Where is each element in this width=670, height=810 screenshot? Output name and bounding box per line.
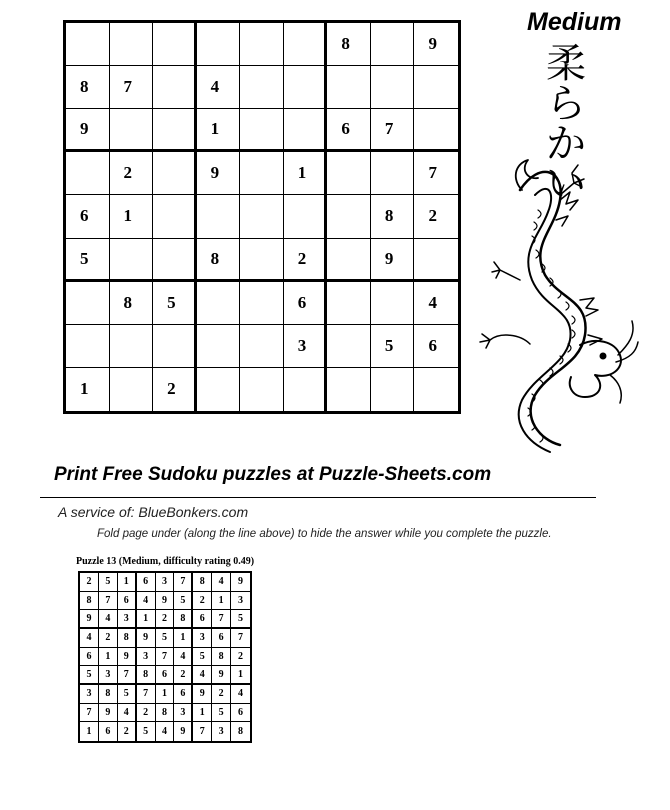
answer-title: Puzzle 13 (Medium, difficulty rating 0.49) [76, 556, 255, 567]
sudoku-cell [240, 152, 284, 195]
answer-cell: 1 [156, 685, 175, 704]
answer-cell: 1 [118, 573, 137, 592]
sudoku-cell: 8 [197, 239, 241, 282]
sudoku-cell: 7 [110, 66, 154, 109]
sudoku-cell: 4 [414, 282, 458, 325]
sudoku-cell: 6 [66, 195, 110, 238]
sudoku-cell [414, 239, 458, 282]
answer-cell: 8 [212, 648, 231, 667]
sudoku-cell [153, 109, 197, 152]
sudoku-cell [110, 239, 154, 282]
answer-cell: 8 [238, 726, 244, 738]
sudoku-cell [327, 239, 371, 282]
sudoku-cell [66, 325, 110, 368]
answer-cell: 4 [99, 610, 118, 629]
fold-instruction: Fold page under (along the line above) to hide the answer while you complete the puzzle. [97, 528, 552, 540]
answer-cell: 5 [99, 573, 118, 592]
sudoku-cell [197, 23, 241, 66]
sudoku-cell [66, 282, 110, 325]
answer-cell: 2 [156, 610, 175, 629]
sudoku-cell [153, 66, 197, 109]
answer-cell: 3 [174, 704, 193, 723]
sudoku-cell [240, 368, 284, 411]
sudoku-cell [110, 23, 154, 66]
answer-cell: 8 [118, 629, 137, 648]
answer-cell: 2 [193, 592, 212, 611]
sudoku-cell [240, 23, 284, 66]
answer-cell: 1 [212, 592, 231, 611]
answer-cell: 3 [156, 573, 175, 592]
sudoku-cell [110, 109, 154, 152]
answer-cell: 2 [212, 685, 231, 704]
sudoku-cell [240, 325, 284, 368]
answer-cell: 7 [99, 592, 118, 611]
answer-cell: 5 [212, 704, 231, 723]
answer-cell: 9 [212, 666, 231, 685]
answer-cell: 6 [118, 592, 137, 611]
sudoku-cell: 1 [197, 109, 241, 152]
sudoku-cell: 6 [327, 109, 371, 152]
answer-cell: 4 [212, 573, 231, 592]
sudoku-cell: 6 [284, 282, 328, 325]
sudoku-cell [153, 325, 197, 368]
answer-cell: 5 [118, 685, 137, 704]
answer-cell: 9 [80, 610, 99, 629]
sudoku-cell [327, 195, 371, 238]
fold-line [40, 497, 596, 498]
answer-cell: 2 [231, 648, 250, 667]
sudoku-cell [414, 109, 458, 152]
answer-cell: 2 [118, 722, 137, 741]
sudoku-cell [240, 239, 284, 282]
sudoku-cell [414, 368, 458, 411]
answer-cell: 1 [174, 629, 193, 648]
answer-cell: 3 [231, 592, 250, 611]
sudoku-cell: 1 [284, 152, 328, 195]
sudoku-cell [153, 23, 197, 66]
sudoku-cell: 1 [110, 195, 154, 238]
sudoku-cell [153, 152, 197, 195]
answer-cell: 4 [118, 704, 137, 723]
sudoku-cell [284, 109, 328, 152]
answer-cell: 2 [99, 629, 118, 648]
answer-cell: 2 [174, 666, 193, 685]
sudoku-cell: 2 [284, 239, 328, 282]
answer-cell: 9 [156, 592, 175, 611]
sudoku-cell [197, 325, 241, 368]
answer-cell: 3 [99, 666, 118, 685]
sudoku-cell: 4 [197, 66, 241, 109]
answer-cell: 1 [193, 704, 212, 723]
sudoku-cell [371, 66, 415, 109]
answer-cell: 3 [212, 722, 231, 741]
answer-cell: 5 [193, 648, 212, 667]
answer-cell: 4 [193, 666, 212, 685]
sudoku-cell [284, 23, 328, 66]
answer-grid [78, 571, 252, 743]
sudoku-cell [327, 368, 371, 411]
answer-cell: 7 [193, 722, 212, 741]
answer-cell: 9 [174, 722, 193, 741]
sudoku-cell [240, 66, 284, 109]
answer-cell: 7 [80, 704, 99, 723]
answer-cell: 2 [137, 704, 156, 723]
answer-cell: 9 [193, 685, 212, 704]
sudoku-cell: 9 [371, 239, 415, 282]
kanji-char: か [546, 121, 586, 167]
sudoku-cell [197, 282, 241, 325]
answer-cell: 5 [80, 666, 99, 685]
sudoku-cell [327, 152, 371, 195]
sudoku-cell: 3 [284, 325, 328, 368]
sudoku-cell [327, 325, 371, 368]
sudoku-cell [66, 23, 110, 66]
service-credit: A service of: BlueBonkers.com [58, 504, 249, 520]
sudoku-cell [371, 368, 415, 411]
answer-cell: 7 [156, 648, 175, 667]
answer-cell: 3 [80, 685, 99, 704]
answer-cell: 2 [80, 573, 99, 592]
answer-cell: 4 [156, 722, 175, 741]
answer-cell: 1 [231, 666, 250, 685]
answer-cell: 8 [156, 704, 175, 723]
sudoku-cell: 8 [371, 195, 415, 238]
sudoku-cell [240, 282, 284, 325]
answer-cell: 7 [212, 610, 231, 629]
sudoku-cell: 6 [414, 325, 458, 368]
sudoku-cell [110, 368, 154, 411]
answer-cell: 5 [137, 722, 156, 741]
answer-cell: 1 [80, 722, 99, 741]
sudoku-cell [371, 152, 415, 195]
answer-cell: 7 [231, 629, 250, 648]
sudoku-cell: 5 [153, 282, 197, 325]
answer-cell: 4 [231, 685, 250, 704]
kanji-char: ら [546, 81, 586, 127]
answer-cell: 8 [80, 592, 99, 611]
sudoku-cell [240, 109, 284, 152]
answer-cell: 8 [193, 573, 212, 592]
answer-cell: 6 [193, 610, 212, 629]
answer-cell: 5 [156, 629, 175, 648]
sudoku-cell [197, 368, 241, 411]
sudoku-cell: 9 [414, 23, 458, 66]
answer-cell: 6 [231, 704, 250, 723]
sudoku-cell: 1 [66, 368, 110, 411]
answer-cell: 9 [137, 629, 156, 648]
answer-cell: 8 [174, 610, 193, 629]
answer-cell: 3 [137, 648, 156, 667]
answer-cell: 7 [174, 573, 193, 592]
sudoku-cell: 5 [371, 325, 415, 368]
sudoku-cell [414, 66, 458, 109]
sudoku-cell [66, 152, 110, 195]
sudoku-cell [153, 239, 197, 282]
answer-cell: 6 [99, 722, 118, 741]
answer-cell: 4 [137, 592, 156, 611]
sudoku-grid [63, 20, 461, 414]
sudoku-cell: 2 [110, 152, 154, 195]
answer-cell: 6 [174, 685, 193, 704]
difficulty-label: Medium [527, 8, 622, 36]
sudoku-cell: 7 [371, 109, 415, 152]
sudoku-cell: 2 [414, 195, 458, 238]
answer-cell: 5 [174, 592, 193, 611]
sudoku-cell [240, 195, 284, 238]
sudoku-cell [327, 282, 371, 325]
answer-cell: 1 [137, 610, 156, 629]
answer-cell: 7 [137, 685, 156, 704]
sudoku-cell [153, 195, 197, 238]
sudoku-cell [327, 66, 371, 109]
sudoku-cell [284, 368, 328, 411]
sudoku-cell: 7 [414, 152, 458, 195]
sudoku-cell [197, 195, 241, 238]
sudoku-cell [284, 195, 328, 238]
sudoku-cell: 9 [197, 152, 241, 195]
kanji-char: い [546, 161, 586, 207]
sudoku-cell [371, 23, 415, 66]
sudoku-cell: 5 [66, 239, 110, 282]
answer-cell: 9 [99, 704, 118, 723]
answer-cell: 8 [99, 685, 118, 704]
answer-cell: 6 [137, 573, 156, 592]
sudoku-cell [284, 66, 328, 109]
sudoku-cell: 8 [327, 23, 371, 66]
answer-cell: 7 [118, 666, 137, 685]
kanji-char: 柔 [546, 41, 586, 87]
answer-cell: 1 [99, 648, 118, 667]
answer-cell: 6 [212, 629, 231, 648]
answer-cell: 9 [118, 648, 137, 667]
sudoku-cell: 2 [153, 368, 197, 411]
sudoku-cell [110, 325, 154, 368]
dragon-illustration [460, 150, 640, 460]
answer-cell: 9 [231, 573, 250, 592]
sudoku-cell: 8 [66, 66, 110, 109]
answer-cell: 5 [231, 610, 250, 629]
answer-cell: 3 [193, 629, 212, 648]
sudoku-cell: 9 [66, 109, 110, 152]
promo-headline: Print Free Sudoku puzzles at Puzzle-Sheets.com [54, 464, 492, 485]
answer-cell: 6 [80, 648, 99, 667]
sudoku-cell [371, 282, 415, 325]
sudoku-cell: 8 [110, 282, 154, 325]
answer-cell: 4 [80, 629, 99, 648]
answer-cell: 3 [118, 610, 137, 629]
answer-cell: 8 [137, 666, 156, 685]
answer-cell: 6 [156, 666, 175, 685]
answer-cell: 4 [174, 648, 193, 667]
